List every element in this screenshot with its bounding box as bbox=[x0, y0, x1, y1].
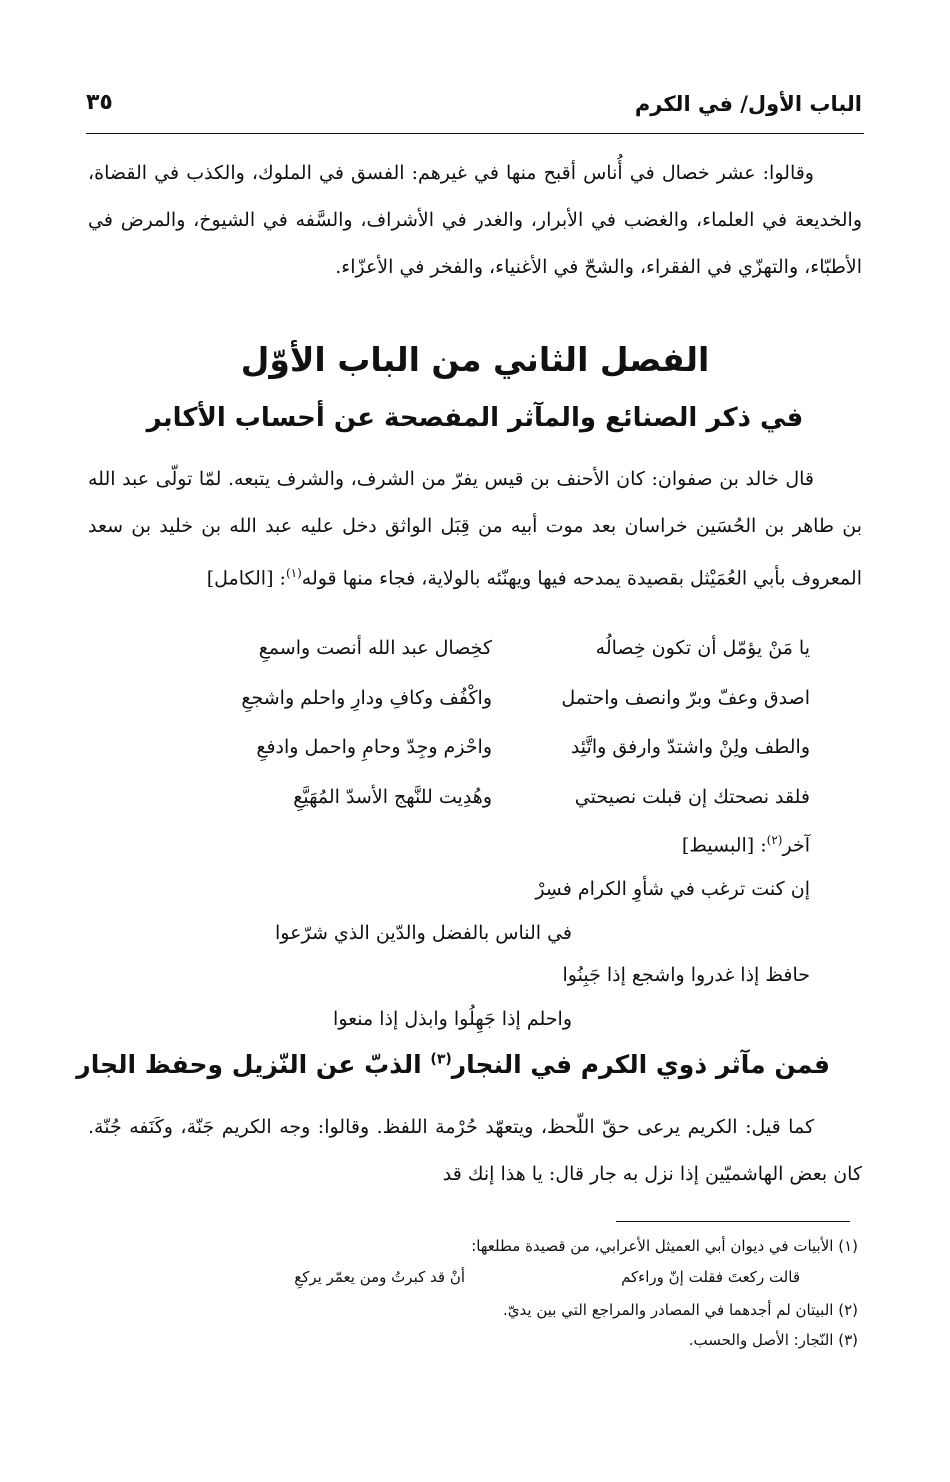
poem2-line-4: واحلم إذا جَهِلُوا وابذل إذا منعوا bbox=[333, 1008, 572, 1030]
footnote-1: (١) الأبيات في ديوان أبي العميثل الأعرابي، من قصيدة مطلعها: bbox=[471, 1237, 858, 1255]
other-poem-intro bbox=[682, 833, 810, 856]
meter-basit: : [البسيط] bbox=[681, 834, 767, 857]
paragraph-khalid bbox=[88, 456, 862, 602]
verse-3-second-hemistich: واحْزم وجِدّ وحامِ واحمل وادفعِ bbox=[256, 736, 492, 758]
poem2-line-3: حافظ إذا غدروا واشجع إذا جَبِنُوا bbox=[562, 964, 810, 986]
poem2-line-2: في الناس بالفضل والدّين الذي شرّعوا bbox=[275, 922, 572, 944]
verse-4-first-hemistich: فلقد نصحتك إن قبلت نصيحتي bbox=[574, 786, 810, 808]
footnote-rule bbox=[616, 1221, 850, 1222]
paragraph-ten-traits: وقالوا: عشر خصال في أُناس أقبح منها في غيرهم: الفسق في الملوك، والكذب في القضاة، والخديعة في العلماء، والغضب في الأبرار، والغدر في الأشراف، والسَّفه في الشيوخ، والمرض في الأطبّاء، والتهزّي في الفقراء، والشحّ في الأغنياء، والفخر في الأعزّاء. bbox=[88, 162, 862, 278]
other-intro-text: آخر bbox=[782, 834, 810, 857]
verse-1-first-hemistich: يا مَنْ يؤمّل أن تكون خِصالُه bbox=[595, 637, 810, 659]
meter-kamil: : [الكامل] bbox=[206, 567, 286, 590]
paragraph-khalid-text: قال خالد بن صفوان: كان الأحنف بن قيس يفرّ من الشرف، والشرف يتبعه. لمّا تولّى عبد الله بن طاهر بن الحُسَين خراسان بعد موت أبيه من قِبَل الواثق دخل عليه عبد الله بن خليد بن سعد المعروف بأبي العُمَيْثل بقصيدة يمدحه فيها ويهنّئه بالولاية، فجاء منها قوله bbox=[88, 468, 862, 590]
subheading-text-b: الذبّ عن النّزيل وحفظ الجار bbox=[76, 1050, 431, 1079]
page-number: ٣٥ bbox=[86, 90, 113, 115]
subheading-neighbor bbox=[76, 1050, 830, 1079]
verse-3-first-hemistich: والطف ولِنْ واشتدّ وارفق واتَّئِد bbox=[570, 736, 810, 758]
footnote-ref-1[interactable]: (١) bbox=[285, 566, 302, 580]
footnote-1-verse-second: أنْ قد كبرتُ ومن يعمّر يركعِ bbox=[294, 1268, 465, 1286]
verse-2-first-hemistich: اصدق وعفّ وبرّ وانصف واحتمل bbox=[561, 687, 810, 709]
footnote-2: (٢) البيتان لم أجدهما في المصادر والمراجع التي بين يديّ. bbox=[503, 1301, 858, 1319]
section-title: في ذكر الصنائع والمآثر المفصحة عن أحساب الأكابر bbox=[146, 403, 804, 433]
footnote-1-verse-first: قالت ركعتَ فقلت إنّ وراءكم bbox=[621, 1268, 800, 1286]
footnote-ref-3[interactable]: (٣) bbox=[430, 1051, 452, 1068]
header-rule bbox=[86, 133, 864, 134]
footnote-ref-2[interactable]: (٢) bbox=[766, 833, 783, 847]
running-title: الباب الأول/ في الكرم bbox=[634, 92, 862, 116]
subheading-text-a: فمن مآثر ذوي الكرم في النجار bbox=[451, 1050, 830, 1079]
poem2-line-1: إن كنت ترغب في شأوِ الكرام فسِرْ bbox=[535, 878, 810, 900]
verse-1-second-hemistich: كخِصال عبد الله أنصت واسمعِ bbox=[258, 637, 492, 659]
chapter-title: الفصل الثاني من الباب الأوّل bbox=[240, 340, 710, 379]
verse-4-second-hemistich: وهُدِيت للنَّهج الأسدّ المُهَيَّعِ bbox=[293, 786, 492, 808]
paragraph-generous: كما قيل: الكريم يرعى حقّ اللّحظ، ويتعهّد حُرْمة اللفظ. وقالوا: وجه الكريم جَنّة، وكَنَفه جُنّة. كان بعض الهاشميّين إذا نزل به جار قال: يا هذا إنك قد bbox=[88, 1116, 862, 1185]
footnote-3: (٣) النّجار: الأصل والحسب. bbox=[688, 1331, 858, 1349]
verse-2-second-hemistich: واكْفُف وكافِ ودارِ واحلم واشجعِ bbox=[241, 687, 492, 709]
